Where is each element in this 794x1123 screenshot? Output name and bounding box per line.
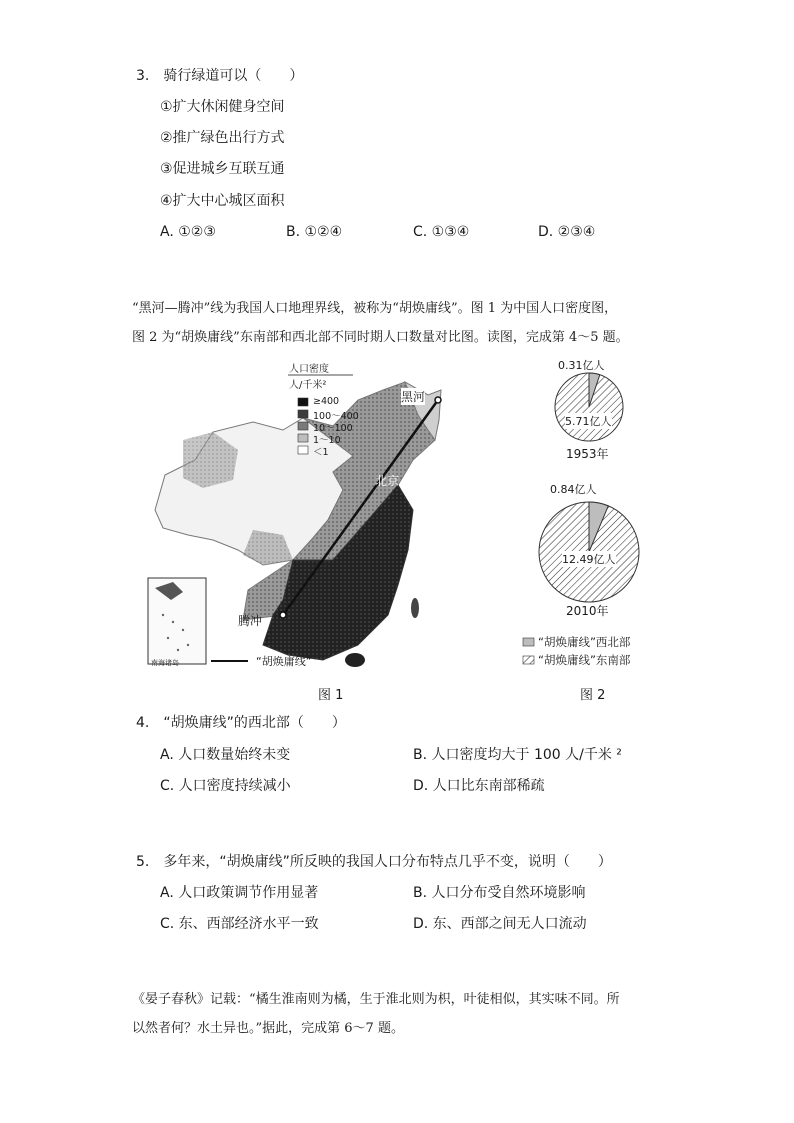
question-4-option-a: A. 人口数量始终未变 (160, 747, 291, 763)
pie-charts-graphic (520, 355, 670, 675)
question-3-option-d: D. ②③④ (538, 224, 596, 240)
figure-1-caption: 图 1 (318, 688, 344, 703)
legend-title: 人口密度 (289, 364, 329, 375)
legend-label: 100～400 (313, 411, 359, 422)
legend-swatch-2 (298, 410, 308, 418)
pie-legend-northwest: “胡焕庸线”西北部 (538, 635, 631, 649)
pie-1953-southeast-label: 5.71亿人 (565, 415, 612, 428)
question-3-stem: 3. 骑行绿道可以（ ） (136, 68, 304, 84)
question-5-option-a: A. 人口政策调节作用显著 (160, 885, 319, 901)
tengchong-label: 腾冲 (238, 614, 263, 628)
hu-line-legend-label: “胡焕庸线” (256, 655, 312, 668)
question-5-option-d: D. 东、西部之间无人口流动 (413, 916, 587, 932)
question-4-stem: 4. “胡焕庸线”的西北部（ ） (136, 715, 346, 731)
legend-swatch-4 (298, 434, 308, 442)
legend-swatch-northwest (523, 638, 534, 646)
legend-swatch-3 (298, 422, 308, 430)
pie-1953-year: 1953年 (566, 447, 609, 461)
question-5-stem: 5. 多年来，“胡焕庸线”所反映的我国人口分布特点几乎不变，说明（ ） (136, 854, 612, 870)
outro-paragraph-line: 《晏子春秋》记载：“橘生淮南则为橘，生于淮北则为枳，叶徒相似，其实味不同。所 (132, 992, 620, 1007)
question-5-option-b: B. 人口分布受自然环境影响 (413, 885, 586, 901)
question-3-option-b: B. ①②④ (286, 224, 343, 240)
question-4-option-d: D. 人口比东南部稀疏 (413, 778, 545, 794)
legend-swatch-1 (298, 398, 308, 406)
question-4-option-b: B. 人口密度均大于 100 人/千米 ² (413, 747, 622, 763)
question-3-item: ①扩大休闲健身空间 (160, 99, 285, 115)
china-map-graphic (143, 360, 443, 675)
heihe-marker (435, 397, 441, 403)
pie-2010-southeast-label: 12.49亿人 (562, 553, 616, 566)
tengchong-marker (280, 612, 286, 618)
question-3-item: ②推广绿色出行方式 (160, 130, 285, 146)
heihe-label: 黑河 (401, 390, 426, 404)
question-3-option-a: A. ①②③ (160, 224, 216, 240)
inset-label: 南海诸岛 (151, 659, 179, 667)
legend-label: ＜1 (313, 447, 329, 458)
legend-swatch-5 (298, 446, 308, 454)
pie-1953 (555, 373, 623, 441)
pie-legend-southeast: “胡焕庸线”东南部 (538, 653, 631, 667)
pie-2010-northwest-label: 0.84亿人 (550, 483, 597, 496)
question-3-item: ④扩大中心城区面积 (160, 193, 285, 209)
question-5-option-c: C. 东、西部经济水平一致 (160, 916, 319, 932)
legend-unit: 人/千米² (289, 380, 327, 391)
legend-swatch-southeast (523, 656, 534, 664)
legend-label: 1～10 (313, 435, 341, 446)
question-3-option-c: C. ①③④ (413, 224, 470, 240)
question-3-item: ③促进城乡互联互通 (160, 161, 285, 177)
hainan-island (345, 653, 365, 667)
beijing-label: 北京 (375, 474, 400, 488)
intro-paragraph-line: “黑河—腾冲”线为我国人口地理界线，被称为“胡焕庸线”。图 1 为中国人口密度图， (132, 301, 618, 316)
pie-1953-northwest-label: 0.31亿人 (558, 359, 605, 372)
population-pie-charts (520, 355, 670, 675)
outro-paragraph-line: 以然者何？水土异也。”据此，完成第 6～7 题。 (132, 1021, 404, 1036)
question-4-option-c: C. 人口密度持续减小 (160, 778, 291, 794)
population-density-map (143, 360, 443, 675)
pie-2010-year: 2010年 (566, 604, 609, 618)
legend-label: 10～100 (313, 423, 353, 434)
legend-label: ≥400 (313, 396, 340, 407)
figure-2-caption: 图 2 (580, 688, 606, 703)
intro-paragraph-line: 图 2 为“胡焕庸线”东南部和西北部不同时期人口数量对比图。读图，完成第 4～5 题。 (132, 330, 629, 345)
